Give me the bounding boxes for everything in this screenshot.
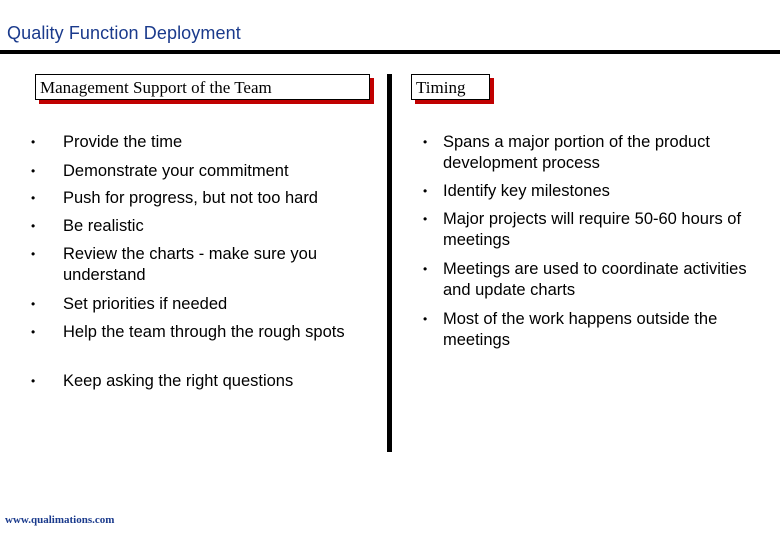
list-item-text: Identify key milestones xyxy=(443,182,610,200)
bullet-icon: • xyxy=(31,135,36,149)
bullet-icon: • xyxy=(423,184,428,198)
list-item-text: Push for progress, but not too hard xyxy=(63,189,318,207)
list-item-text: Spans a major portion of the product development process xyxy=(443,133,710,172)
bullet-icon: • xyxy=(31,325,36,339)
title-rule xyxy=(0,50,780,54)
list-item-text: Help the team through the rough spots xyxy=(63,323,345,341)
column-divider xyxy=(387,74,392,452)
list-item-text: Keep asking the right questions xyxy=(63,372,294,390)
right-column-heading: Timing xyxy=(411,74,490,100)
list-item-text: Review the charts - make sure you understand xyxy=(63,245,318,284)
list-item-text: Major projects will require 50-60 hours of meetings xyxy=(443,210,742,249)
list-item-text: Demonstrate your commitment xyxy=(63,162,289,180)
bullet-icon: • xyxy=(423,212,428,226)
list-item-text: Most of the work happens outside the meetings xyxy=(443,310,718,349)
bullet-icon: • xyxy=(31,164,36,178)
bullet-icon: • xyxy=(31,297,36,311)
bullet-icon: • xyxy=(31,374,36,388)
list-item-text: Provide the time xyxy=(63,133,183,151)
bullet-icon: • xyxy=(31,219,36,233)
bullet-icon: • xyxy=(423,135,428,149)
bullet-icon: • xyxy=(31,247,36,261)
bullet-icon: • xyxy=(423,312,428,326)
list-item-text: Meetings are used to coordinate activities and update charts xyxy=(443,260,747,299)
list-item-text: Be realistic xyxy=(63,217,144,235)
bullet-icon: • xyxy=(423,262,428,276)
list-item-text: Set priorities if needed xyxy=(63,295,228,313)
left-column-heading: Management Support of the Team xyxy=(35,74,370,100)
slide-title: Quality Function Deployment xyxy=(7,23,241,43)
bullet-icon: • xyxy=(31,191,36,205)
footer-url: www.qualimations.com xyxy=(5,514,115,526)
